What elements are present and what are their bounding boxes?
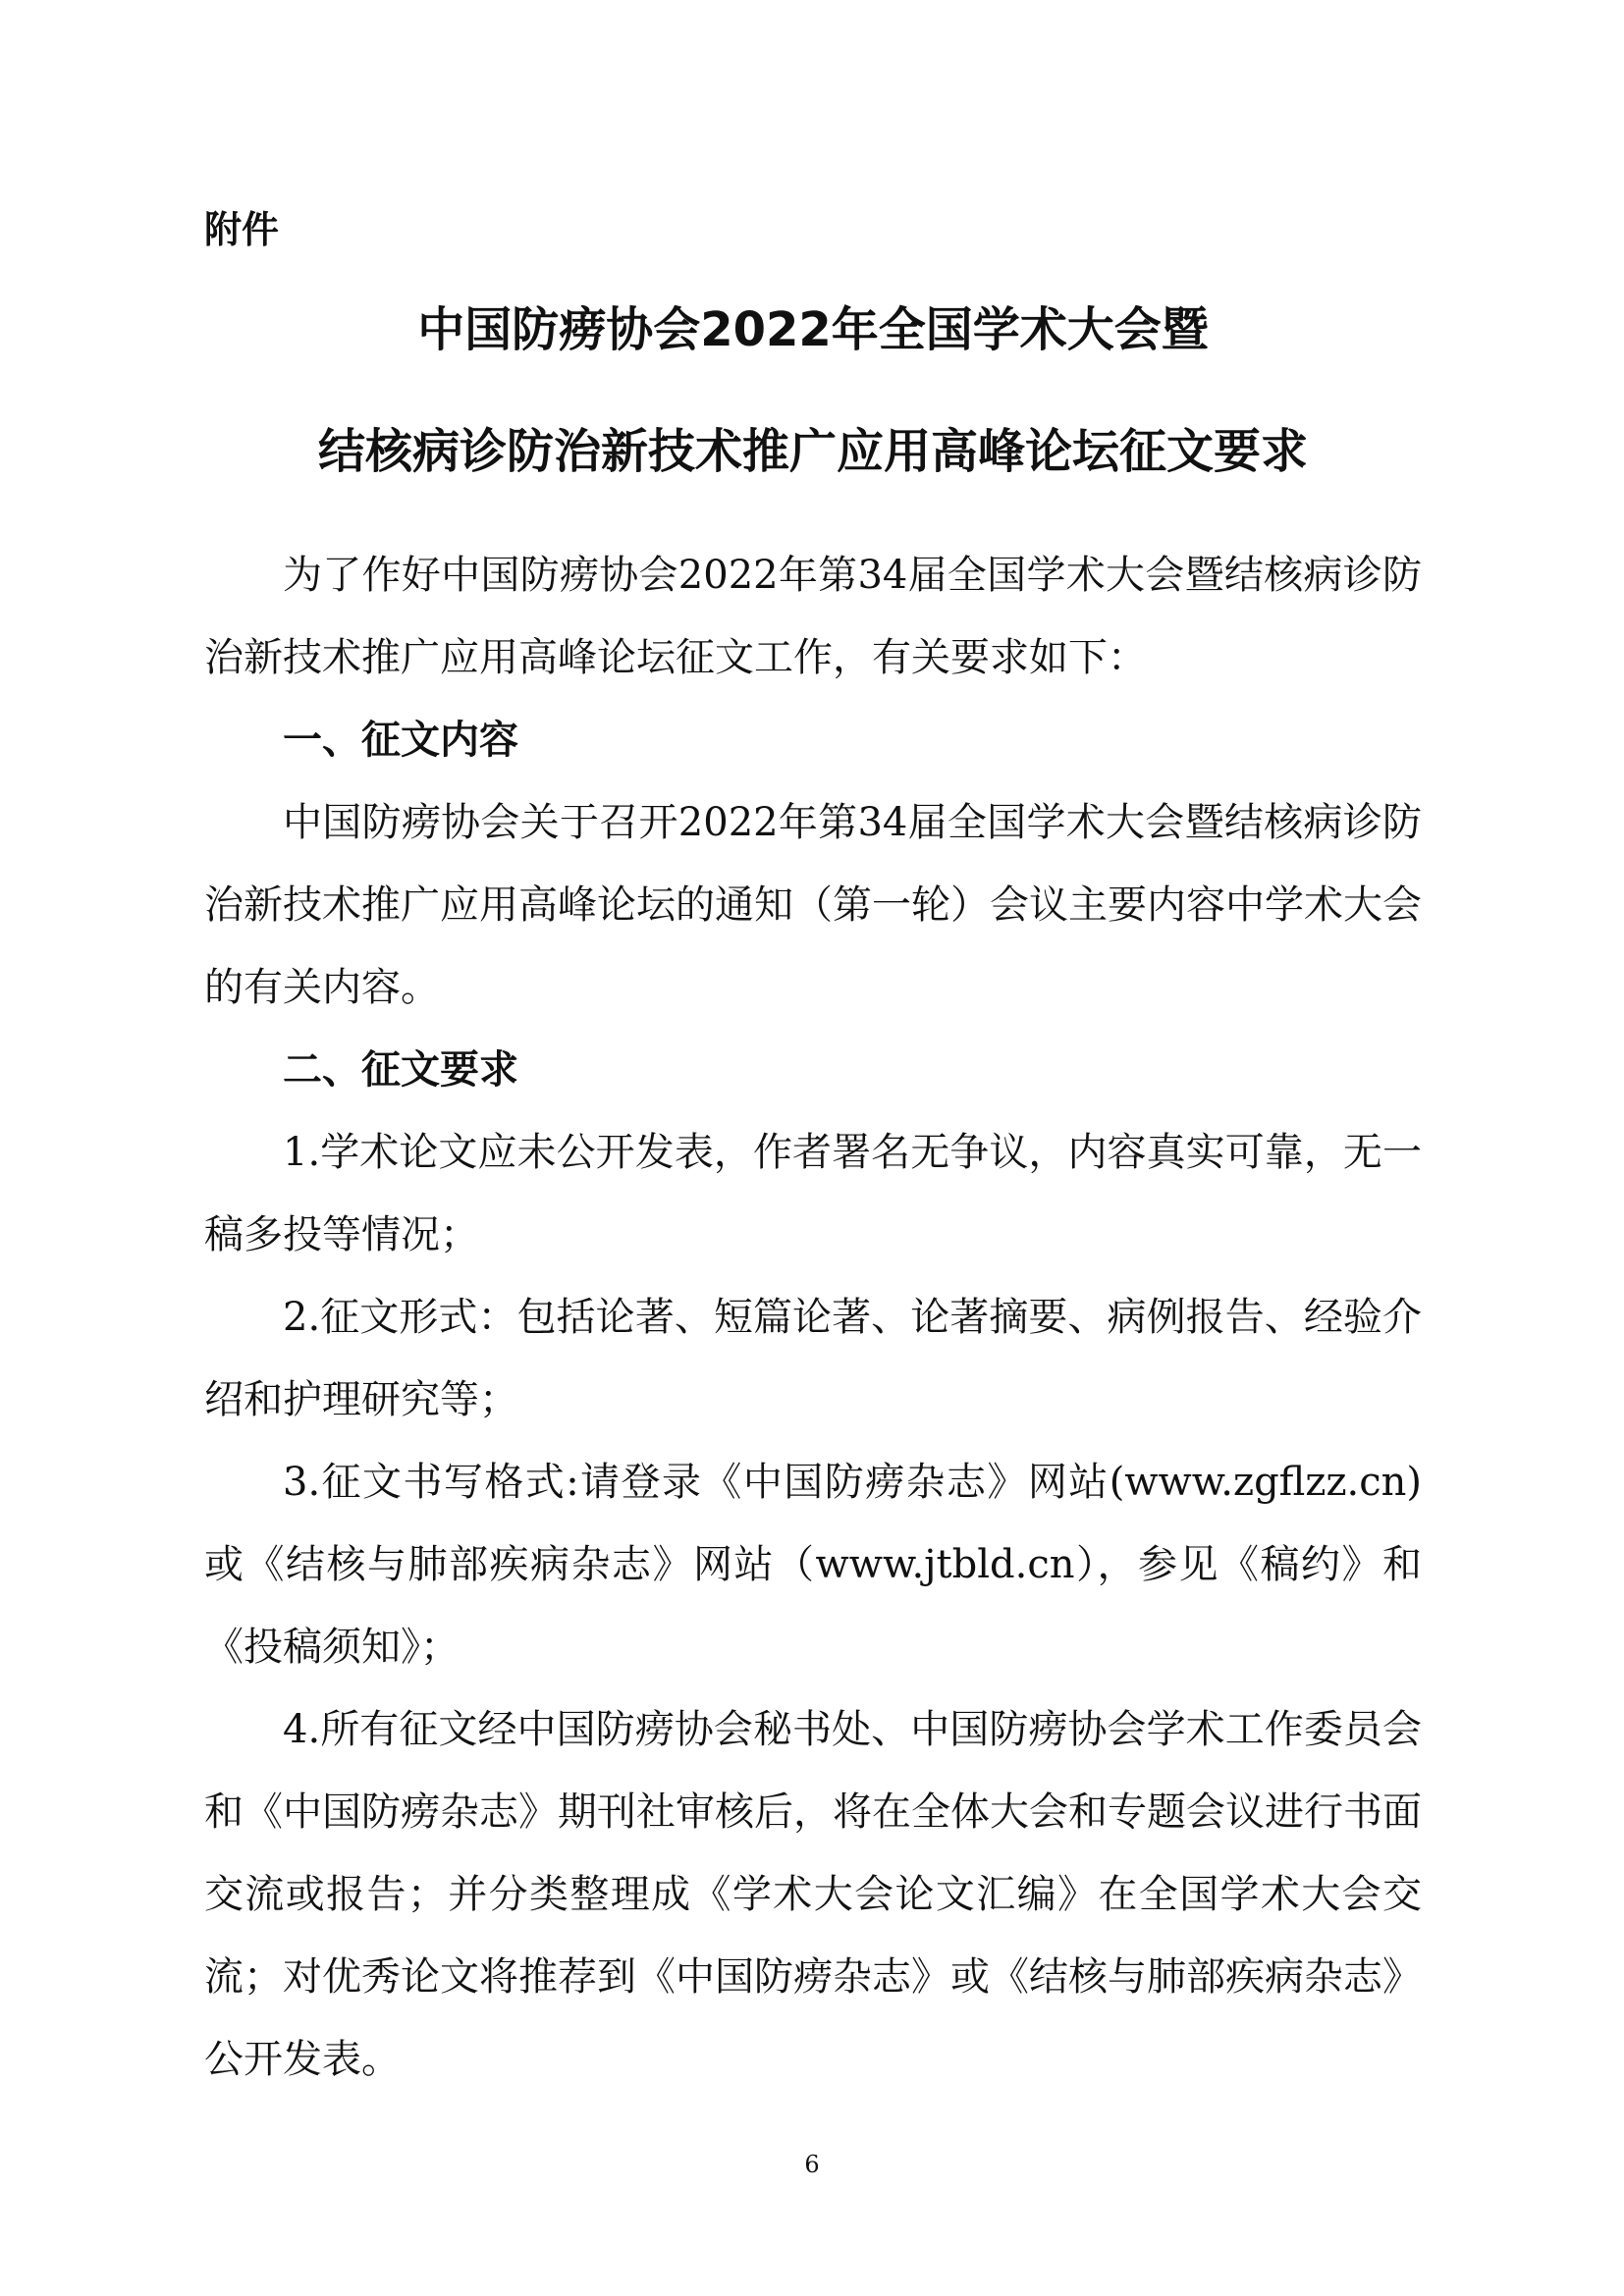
section-content-paragraph: 中国防痨协会关于召开2022年第34届全国学术大会暨结核病诊防治新技术推广应用高峰论坛的通知（第一轮）会议主要内容中学术大会的有关内容。 [204, 800, 1422, 1010]
document-title-line-1: 中国防痨协会2022年全国学术大会暨 [417, 302, 1209, 357]
document-title-line-2: 结核病诊防治新技术推广应用高峰论坛征文要求 [317, 424, 1308, 479]
requirement-item-2: 2.征文形式：包括论著、短篇论著、论著摘要、病例报告、经验介绍和护理研究等； [204, 1295, 1422, 1422]
requirement-item-3: 3.征文书写格式:请登录《中国防痨杂志》网站(www.zgflzz.cn)或《结核与肺部疾病杂志》网站（www.jtbld.cn），参见《稿约》和《投稿须知》； [204, 1460, 1422, 1670]
intro-paragraph: 为了作好中国防痨协会2022年第34届全国学术大会暨结核病诊防治新技术推广应用高峰论坛征文工作，有关要求如下： [204, 553, 1422, 680]
section-heading-requirements: 二、征文要求 [283, 1047, 518, 1093]
document-body [204, 534, 1422, 2101]
section-heading-content: 一、征文内容 [283, 718, 518, 763]
requirement-item-1: 1.学术论文应未公开发表，作者署名无争议，内容真实可靠，无一稿多投等情况； [204, 1130, 1422, 1257]
requirement-item-4: 4.所有征文经中国防痨协会秘书处、中国防痨协会学术工作委员会和《中国防痨杂志》期刊社审核后，将在全体大会和专题会议进行书面交流或报告；并分类整理成《学术大会论文汇编》在全国学术大会交流；对优秀论文将推荐到《中国防痨杂志》或《结核与肺部疾病杂志》公开发表。 [204, 1707, 1422, 2082]
page-number: 6 [804, 2151, 820, 2178]
attachment-label: 附件 [204, 208, 280, 251]
